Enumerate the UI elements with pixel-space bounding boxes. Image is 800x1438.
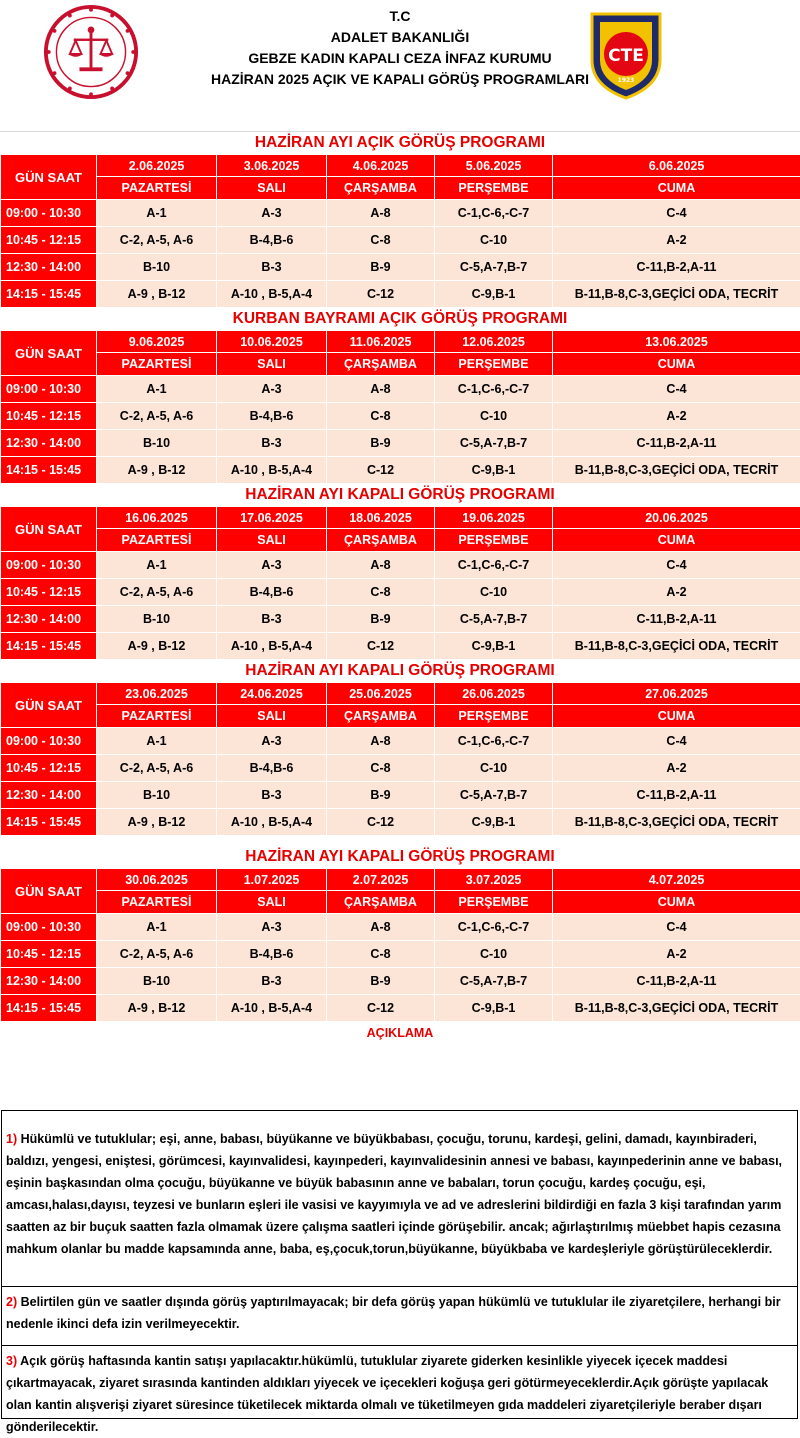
ward-cell: A-9 , B-12	[97, 809, 217, 836]
ward-cell: A-10 , B-5,A-4	[217, 809, 327, 836]
day-header: SALI	[217, 705, 327, 728]
day-header: ÇARŞAMBA	[327, 529, 435, 552]
day-header: SALI	[217, 529, 327, 552]
date-header: 30.06.2025	[97, 869, 217, 891]
time-slot-label: 09:00 - 10:30	[1, 728, 97, 755]
ward-cell: B-11,B-8,C-3,GEÇİCİ ODA, TECRİT	[553, 995, 800, 1022]
ward-cell: C-4	[553, 914, 800, 941]
cte-logo-text: CTE	[608, 46, 644, 66]
ward-cell: C-8	[327, 755, 435, 782]
header-institution: GEBZE KADIN KAPALI CEZA İNFAZ KURUMU	[130, 48, 670, 69]
ward-cell: A-3	[217, 200, 327, 227]
header-ministry: ADALET BAKANLIĞI	[130, 27, 670, 48]
ward-cell: A-2	[553, 941, 800, 968]
ward-cell: A-1	[97, 552, 217, 579]
table-row	[1, 430, 800, 457]
table-row	[1, 403, 800, 430]
time-slot-label: 10:45 - 12:15	[1, 941, 97, 968]
ward-cell: C-12	[327, 633, 435, 660]
ward-cell: A-3	[217, 552, 327, 579]
ward-cell: A-3	[217, 728, 327, 755]
date-header: 3.07.2025	[435, 869, 553, 891]
schedule-table	[0, 868, 800, 1022]
table-row	[1, 633, 800, 660]
date-header: 26.06.2025	[435, 683, 553, 705]
ward-cell: C-9,B-1	[435, 457, 553, 484]
time-slot-label: 14:15 - 15:45	[1, 457, 97, 484]
time-slot-label: 14:15 - 15:45	[1, 995, 97, 1022]
section-spacer	[0, 836, 800, 846]
ward-cell: C-9,B-1	[435, 995, 553, 1022]
table-row	[1, 457, 800, 484]
ward-cell: A-1	[97, 200, 217, 227]
table-row	[1, 552, 800, 579]
date-header: 4.06.2025	[327, 155, 435, 177]
ward-cell: C-5,A-7,B-7	[435, 254, 553, 281]
ward-cell: C-11,B-2,A-11	[553, 254, 800, 281]
date-header: 19.06.2025	[435, 507, 553, 529]
gun-saat-header: GÜN SAAT	[1, 869, 97, 914]
day-header: SALI	[217, 177, 327, 200]
time-slot-label: 10:45 - 12:15	[1, 403, 97, 430]
ward-cell: B-4,B-6	[217, 403, 327, 430]
ward-cell: A-8	[327, 914, 435, 941]
day-header: PERŞEMBE	[435, 529, 553, 552]
date-header: 18.06.2025	[327, 507, 435, 529]
ward-cell: A-10 , B-5,A-4	[217, 281, 327, 308]
explanation-item-1-text: Hükümlü ve tutuklular; eşi, anne, babası, büyükanne ve büyükbabası, çocuğu, torunu, kardeşi, gelini, damadı, kayınbiraderi, baldızı, yengesi, eniştesi, görümcesi, kayınvalidesi, kayınpederi, kayınvalidesinin annesi ve babası, kayınpederinin anne ve babası, eşinin başkasından olma çocuğu, büyükanne ve büyük babasının anne ve babaları, torun çocuğu, kardeş çocuğu, eşi, amcası,halası,dayısı, teyzesi ve bunların eşleri ile vasisi ve kayyımıyla ve ad ve adreslerini bildirdiği en fazla 3 kişi tarafından yarım saatten az bir buçuk saatten fazla olmamak üzere çalışma saatleri içinde görüşebilir. ancak; ağırlaştırılmış müebbet hapis cezasına mahkum olanlar bu madde kapsamında anne, baba, eş,çocuk,torun,büyükanne, büyükbaba ve kardeşleriyle görüştürüleceklerdir.	[6, 1132, 782, 1256]
day-header: PERŞEMBE	[435, 705, 553, 728]
schedule-section	[0, 132, 800, 308]
day-header: ÇARŞAMBA	[327, 177, 435, 200]
date-header: 5.06.2025	[435, 155, 553, 177]
day-header: PAZARTESİ	[97, 353, 217, 376]
ward-cell: C-8	[327, 941, 435, 968]
ward-cell: A-3	[217, 376, 327, 403]
time-slot-label: 12:30 - 14:00	[1, 254, 97, 281]
section-title: KURBAN BAYRAMI AÇIK GÖRÜŞ PROGRAMI	[0, 308, 800, 330]
date-header: 11.06.2025	[327, 331, 435, 353]
section-title: HAZİRAN AYI KAPALI GÖRÜŞ PROGRAMI	[0, 846, 800, 868]
ward-cell: C-12	[327, 809, 435, 836]
time-slot-label: 09:00 - 10:30	[1, 200, 97, 227]
gun-saat-header: GÜN SAAT	[1, 507, 97, 552]
ward-cell: A-1	[97, 914, 217, 941]
time-slot-label: 10:45 - 12:15	[1, 227, 97, 254]
ward-cell: A-9 , B-12	[97, 281, 217, 308]
ward-cell: B-11,B-8,C-3,GEÇİCİ ODA, TECRİT	[553, 281, 800, 308]
ward-cell: C-10	[435, 941, 553, 968]
table-row	[1, 606, 800, 633]
date-header: 12.06.2025	[435, 331, 553, 353]
time-slot-label: 10:45 - 12:15	[1, 579, 97, 606]
ward-cell: C-11,B-2,A-11	[553, 782, 800, 809]
ward-cell: C-10	[435, 755, 553, 782]
ward-cell: A-3	[217, 914, 327, 941]
day-header: PAZARTESİ	[97, 177, 217, 200]
explanation-item-2-text: Belirtilen gün ve saatler dışında görüş yaptırılmayacak; bir defa görüş yapan hükümlü ve tutuklular ile ziyaretçilere, herhangi bir nedenle ikinci defa izin verilmeyecektir.	[6, 1295, 781, 1331]
ward-cell: C-8	[327, 579, 435, 606]
ward-cell: C-1,C-6,-C-7	[435, 200, 553, 227]
ward-cell: A-2	[553, 227, 800, 254]
time-slot-label: 12:30 - 14:00	[1, 968, 97, 995]
ward-cell: A-8	[327, 552, 435, 579]
ward-cell: B-10	[97, 430, 217, 457]
day-header: PERŞEMBE	[435, 891, 553, 914]
date-header: 1.07.2025	[217, 869, 327, 891]
day-header: CUMA	[553, 891, 800, 914]
ward-cell: C-9,B-1	[435, 809, 553, 836]
ward-cell: B-9	[327, 782, 435, 809]
ward-cell: C-5,A-7,B-7	[435, 606, 553, 633]
ward-cell: A-2	[553, 755, 800, 782]
day-header: SALI	[217, 891, 327, 914]
ward-cell: C-8	[327, 403, 435, 430]
ward-cell: C-2, A-5, A-6	[97, 227, 217, 254]
ward-cell: C-5,A-7,B-7	[435, 782, 553, 809]
gun-saat-header: GÜN SAAT	[1, 155, 97, 200]
ward-cell: B-4,B-6	[217, 579, 327, 606]
ward-cell: C-4	[553, 376, 800, 403]
day-header: PAZARTESİ	[97, 529, 217, 552]
explanation-item-3-text: Açık görüş haftasında kantin satışı yapılacaktır.hükümlü, tutuklular ziyarete giderken kesinlikle yiyecek içecek maddesi çıkartmayacak, ziyaret sırasında kantinden aldıkları yiyecek ve içecekleri koğuşa geri götürmeyeceklerdir.Açık görüşte yapılacak olan kantin alışverişi ziyaret süresince tüketilecek miktarda olmalı ve tüketilmeyen gıda maddeleri ziyaretçileriyle beraber dışarı gönderilecektir.	[6, 1354, 768, 1434]
ward-cell: B-3	[217, 254, 327, 281]
ward-cell: C-2, A-5, A-6	[97, 403, 217, 430]
explanation-item-2-number: 2)	[6, 1295, 17, 1309]
day-header: PAZARTESİ	[97, 891, 217, 914]
date-header: 6.06.2025	[553, 155, 800, 177]
date-header: 13.06.2025	[553, 331, 800, 353]
day-header: SALI	[217, 353, 327, 376]
table-row	[1, 995, 800, 1022]
header-program-title: HAZİRAN 2025 AÇIK VE KAPALI GÖRÜŞ PROGRAMLARI	[130, 69, 670, 90]
date-header: 9.06.2025	[97, 331, 217, 353]
ward-cell: C-8	[327, 227, 435, 254]
ward-cell: A-2	[553, 403, 800, 430]
table-row	[1, 728, 800, 755]
day-header: CUMA	[553, 705, 800, 728]
day-header: PERŞEMBE	[435, 353, 553, 376]
table-row	[1, 914, 800, 941]
time-slot-label: 12:30 - 14:00	[1, 782, 97, 809]
schedule-section	[0, 308, 800, 484]
date-header: 23.06.2025	[97, 683, 217, 705]
ward-cell: A-10 , B-5,A-4	[217, 457, 327, 484]
table-row	[1, 755, 800, 782]
ward-cell: C-12	[327, 995, 435, 1022]
ward-cell: A-9 , B-12	[97, 457, 217, 484]
cte-logo-year: 1923	[618, 77, 635, 84]
day-header: CUMA	[553, 353, 800, 376]
ward-cell: B-3	[217, 968, 327, 995]
ward-cell: B-4,B-6	[217, 755, 327, 782]
table-row	[1, 809, 800, 836]
day-header: ÇARŞAMBA	[327, 353, 435, 376]
ward-cell: C-11,B-2,A-11	[553, 606, 800, 633]
time-slot-label: 14:15 - 15:45	[1, 281, 97, 308]
date-header: 2.07.2025	[327, 869, 435, 891]
schedule-section	[0, 484, 800, 660]
ward-cell: B-9	[327, 606, 435, 633]
gun-saat-header: GÜN SAAT	[1, 683, 97, 728]
ward-cell: A-10 , B-5,A-4	[217, 633, 327, 660]
date-header: 20.06.2025	[553, 507, 800, 529]
table-row	[1, 782, 800, 809]
ward-cell: C-1,C-6,-C-7	[435, 376, 553, 403]
time-slot-label: 09:00 - 10:30	[1, 552, 97, 579]
ward-cell: C-5,A-7,B-7	[435, 968, 553, 995]
day-header: PERŞEMBE	[435, 177, 553, 200]
schedule-table	[0, 154, 800, 308]
ward-cell: B-3	[217, 430, 327, 457]
ward-cell: A-10 , B-5,A-4	[217, 995, 327, 1022]
time-slot-label: 12:30 - 14:00	[1, 430, 97, 457]
ward-cell: A-1	[97, 728, 217, 755]
ward-cell: A-8	[327, 376, 435, 403]
time-slot-label: 09:00 - 10:30	[1, 376, 97, 403]
date-header: 10.06.2025	[217, 331, 327, 353]
schedule-table	[0, 330, 800, 484]
table-row	[1, 941, 800, 968]
ward-cell: C-2, A-5, A-6	[97, 755, 217, 782]
day-header: CUMA	[553, 529, 800, 552]
explanation-item-1	[2, 1111, 797, 1278]
schedule-section	[0, 836, 800, 1022]
table-row	[1, 376, 800, 403]
time-slot-label: 09:00 - 10:30	[1, 914, 97, 941]
ward-cell: B-4,B-6	[217, 941, 327, 968]
date-header: 17.06.2025	[217, 507, 327, 529]
date-header: 24.06.2025	[217, 683, 327, 705]
ward-cell: B-3	[217, 782, 327, 809]
time-slot-label: 14:15 - 15:45	[1, 809, 97, 836]
date-header: 3.06.2025	[217, 155, 327, 177]
ward-cell: B-9	[327, 968, 435, 995]
ward-cell: C-2, A-5, A-6	[97, 579, 217, 606]
table-row	[1, 227, 800, 254]
explanation-item-1-number: 1)	[6, 1132, 17, 1146]
ward-cell: B-11,B-8,C-3,GEÇİCİ ODA, TECRİT	[553, 809, 800, 836]
ward-cell: C-10	[435, 403, 553, 430]
ward-cell: C-12	[327, 281, 435, 308]
ward-cell: C-9,B-1	[435, 633, 553, 660]
time-slot-label: 12:30 - 14:00	[1, 606, 97, 633]
cte-badge-logo-icon	[586, 8, 666, 100]
schedule-table	[0, 506, 800, 660]
day-header: PAZARTESİ	[97, 705, 217, 728]
time-slot-label: 14:15 - 15:45	[1, 633, 97, 660]
table-row	[1, 968, 800, 995]
ward-cell: B-10	[97, 606, 217, 633]
time-slot-label: 10:45 - 12:15	[1, 755, 97, 782]
explanation-item-2	[2, 1287, 797, 1337]
ward-cell: C-9,B-1	[435, 281, 553, 308]
section-title: HAZİRAN AYI KAPALI GÖRÜŞ PROGRAMI	[0, 660, 800, 682]
table-row	[1, 200, 800, 227]
table-row	[1, 579, 800, 606]
ward-cell: B-11,B-8,C-3,GEÇİCİ ODA, TECRİT	[553, 633, 800, 660]
ward-cell: A-1	[97, 376, 217, 403]
date-header: 27.06.2025	[553, 683, 800, 705]
ward-cell: C-4	[553, 552, 800, 579]
ward-cell: C-4	[553, 200, 800, 227]
date-header: 2.06.2025	[97, 155, 217, 177]
day-header: CUMA	[553, 177, 800, 200]
ward-cell: C-1,C-6,-C-7	[435, 914, 553, 941]
header-tc: T.C	[130, 6, 670, 27]
ward-cell: B-4,B-6	[217, 227, 327, 254]
section-title: HAZİRAN AYI AÇIK GÖRÜŞ PROGRAMI	[0, 132, 800, 154]
ward-cell: A-9 , B-12	[97, 633, 217, 660]
schedule-sections	[0, 132, 800, 1022]
ward-cell: B-9	[327, 254, 435, 281]
ward-cell: A-8	[327, 200, 435, 227]
ward-cell: B-3	[217, 606, 327, 633]
ministry-of-justice-seal-icon	[43, 4, 139, 100]
ward-cell: A-2	[553, 579, 800, 606]
table-row	[1, 281, 800, 308]
explanation-item-3	[2, 1346, 797, 1438]
ward-cell: C-4	[553, 728, 800, 755]
date-header: 4.07.2025	[553, 869, 800, 891]
ward-cell: C-12	[327, 457, 435, 484]
ward-cell: A-9 , B-12	[97, 995, 217, 1022]
section-title: HAZİRAN AYI KAPALI GÖRÜŞ PROGRAMI	[0, 484, 800, 506]
ward-cell: A-8	[327, 728, 435, 755]
ward-cell: C-2, A-5, A-6	[97, 941, 217, 968]
ward-cell: C-11,B-2,A-11	[553, 430, 800, 457]
ward-cell: B-9	[327, 430, 435, 457]
date-header: 25.06.2025	[327, 683, 435, 705]
ward-cell: C-10	[435, 579, 553, 606]
header	[0, 0, 800, 132]
day-header: ÇARŞAMBA	[327, 705, 435, 728]
explanation-title: AÇIKLAMA	[0, 1022, 800, 1044]
date-header: 16.06.2025	[97, 507, 217, 529]
table-row	[1, 254, 800, 281]
ward-cell: B-10	[97, 254, 217, 281]
ward-cell: B-10	[97, 782, 217, 809]
ward-cell: C-11,B-2,A-11	[553, 968, 800, 995]
explanation-box	[1, 1110, 798, 1419]
ward-cell: B-10	[97, 968, 217, 995]
gun-saat-header: GÜN SAAT	[1, 331, 97, 376]
day-header: ÇARŞAMBA	[327, 891, 435, 914]
schedule-table	[0, 682, 800, 836]
ward-cell: B-11,B-8,C-3,GEÇİCİ ODA, TECRİT	[553, 457, 800, 484]
explanation-item-3-number: 3)	[6, 1354, 17, 1368]
ward-cell: C-1,C-6,-C-7	[435, 552, 553, 579]
ward-cell: C-10	[435, 227, 553, 254]
ward-cell: C-5,A-7,B-7	[435, 430, 553, 457]
ward-cell: C-1,C-6,-C-7	[435, 728, 553, 755]
schedule-section	[0, 660, 800, 836]
